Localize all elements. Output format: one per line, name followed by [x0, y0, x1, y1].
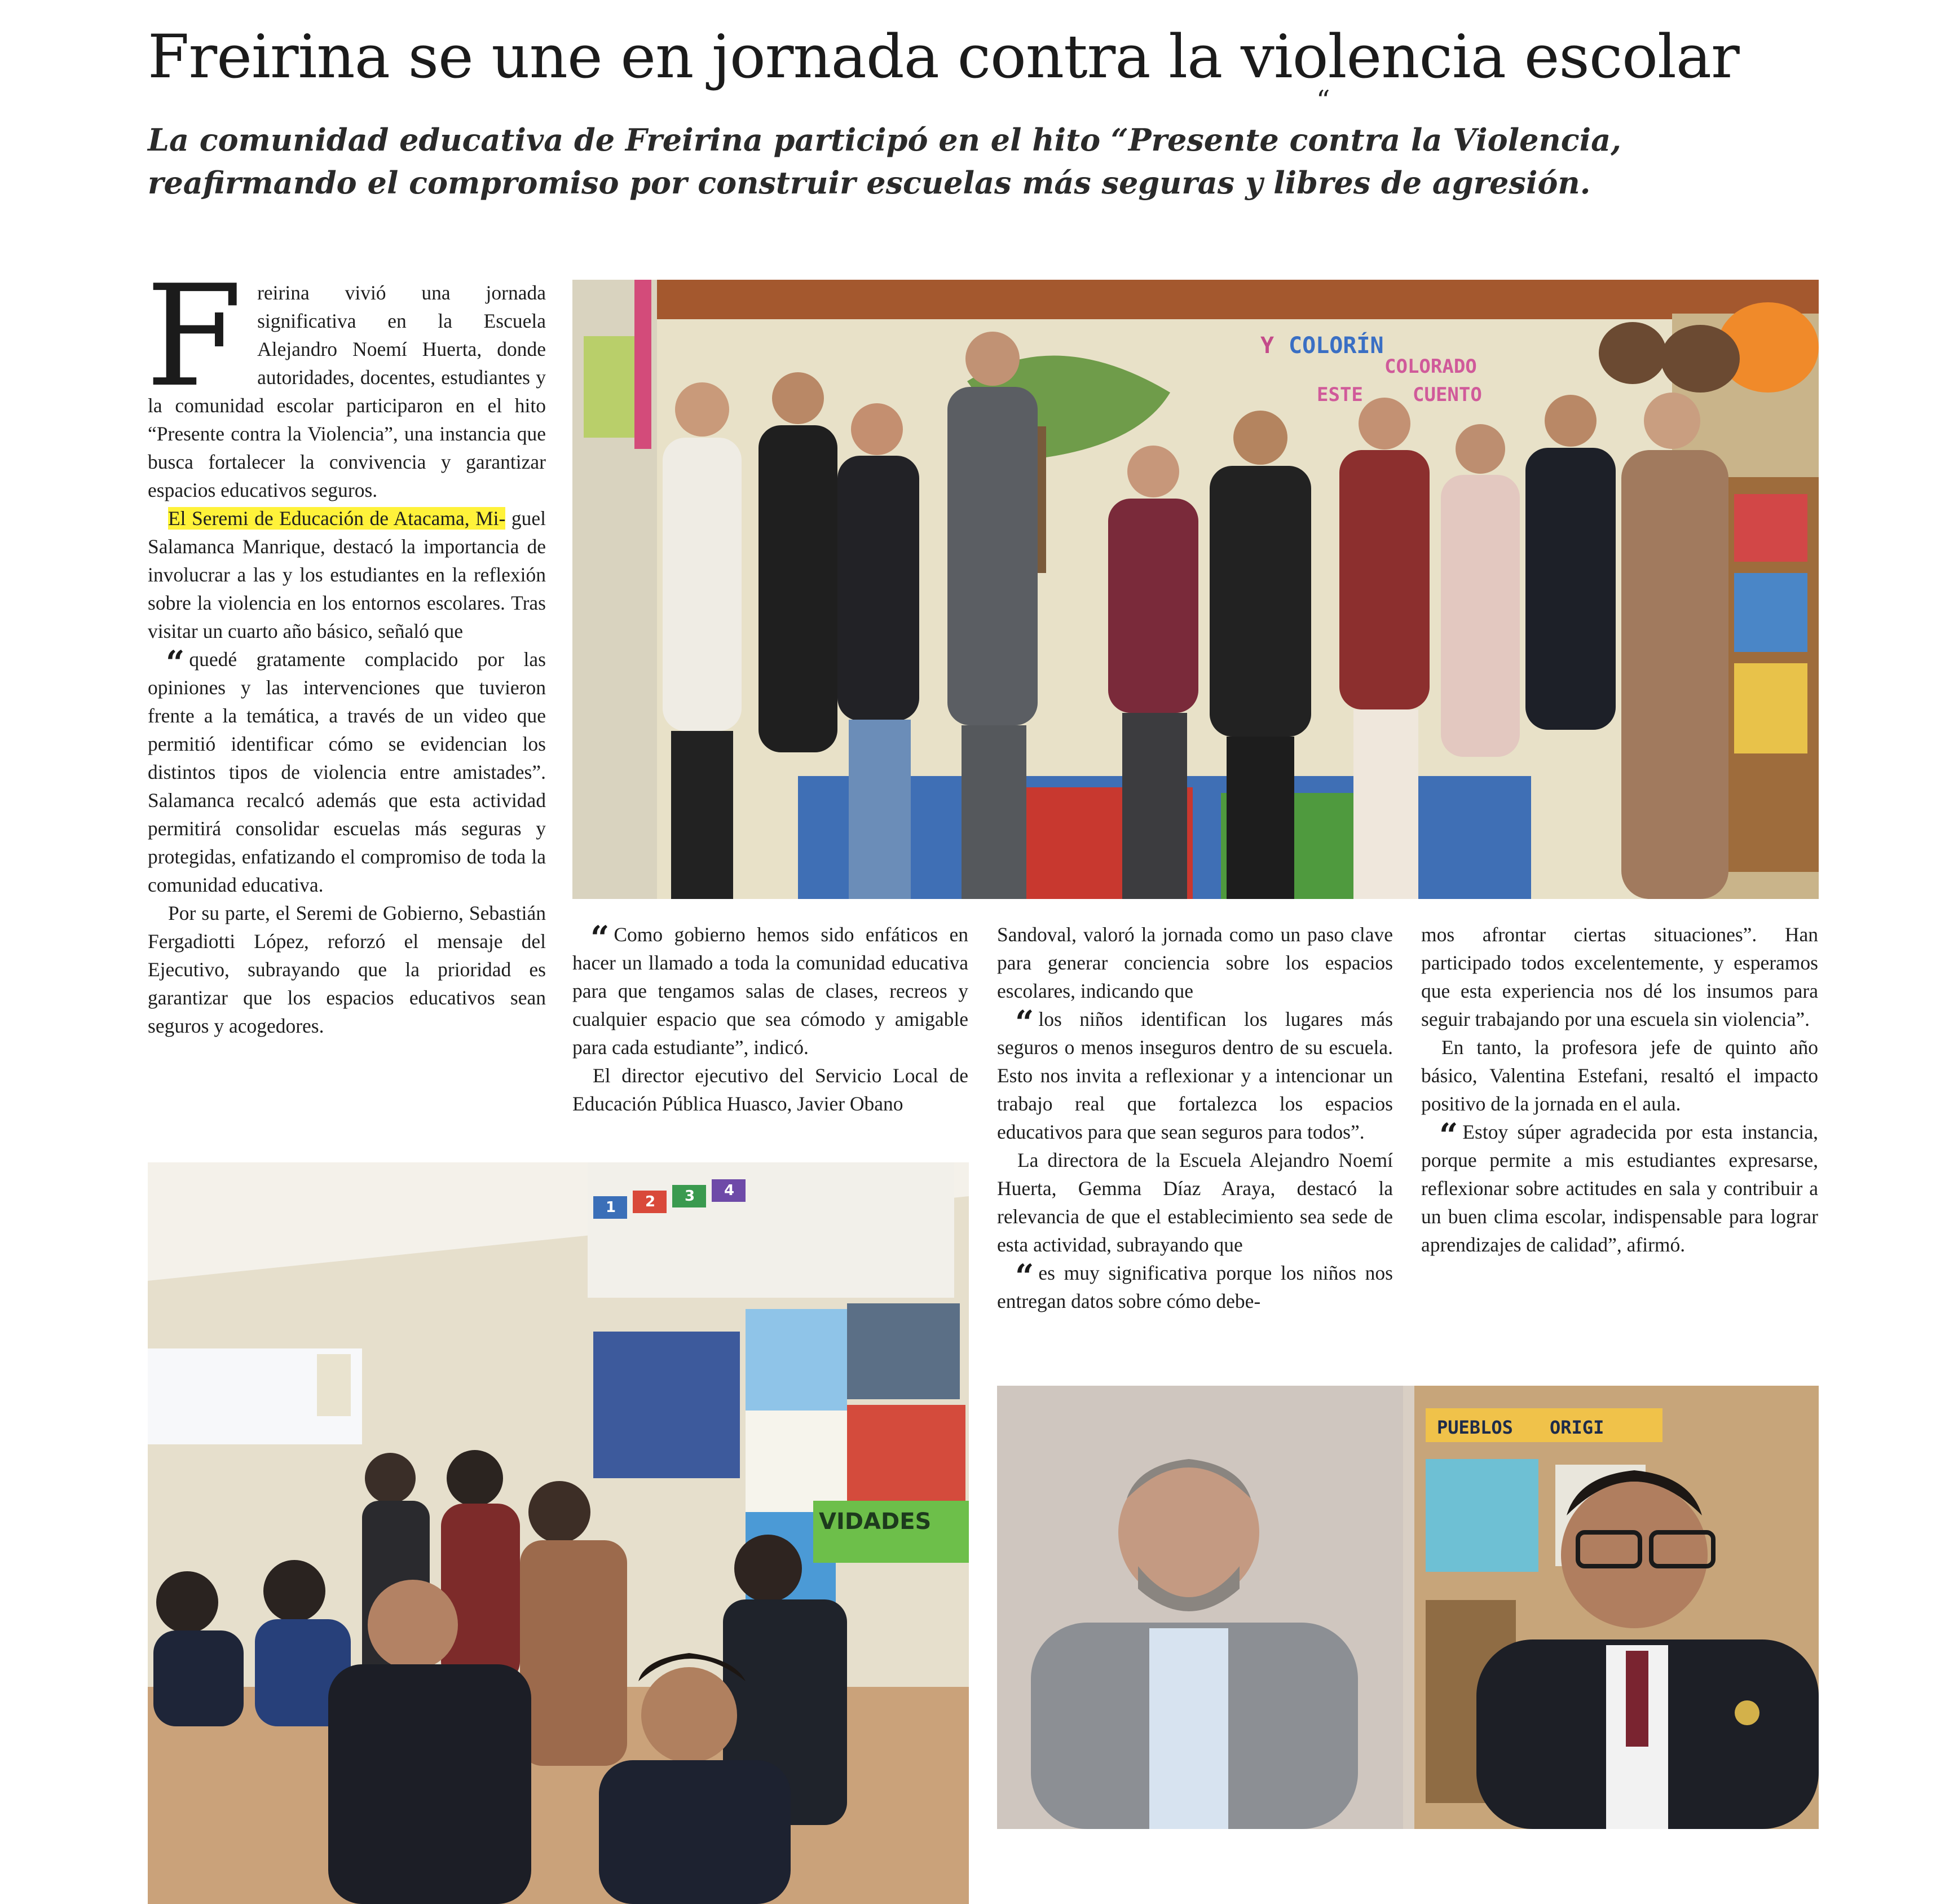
poster-number-2: 2	[645, 1193, 656, 1210]
banner-actividades: VIDADES	[819, 1509, 932, 1535]
sign-colorin: COLORÍN	[1289, 333, 1384, 359]
paragraph-2-text: guel Salamanca Manrique, destacó la importancia de involucrar a las y los estudiantes en la reflexión sobre la violencia en los entornos escolares. Tras visitar un cuarto año básico, señaló que	[148, 507, 546, 642]
highlighted-text: El Seremi de Educación de Atacama, Mi-	[168, 507, 506, 530]
quote-4	[997, 1259, 1393, 1315]
text-column-4	[1421, 920, 1818, 1259]
poster-number-1: 1	[606, 1199, 616, 1216]
dropcap: F	[145, 255, 243, 418]
poster-number-4: 4	[724, 1182, 735, 1199]
subheadline-line-2: reafirmando el compromiso por construir escuelas más seguras y libres de agresión.	[148, 165, 1591, 201]
quote-mark-icon: “	[166, 644, 185, 682]
paragraph-2	[148, 504, 546, 645]
group-photo	[572, 280, 1819, 899]
paragraph-6: La directora de la Escuela Alejandro Noemí Huerta, Gemma Díaz Araya, destacó la relevancia de que el establecimiento sea sede de esta actividad, subrayando que	[997, 1149, 1393, 1256]
paragraph-1-text: reirina vivió una jornada significativa en la Escuela Alejandro Noemí Huerta, donde autoridades, docentes, estudiantes y la comunidad escolar participaron en el hito “Presente contra la Violencia”, una instancia que busca fortalecer la convivencia y garantizar espacios educativos seguros.	[148, 281, 546, 501]
subheadline	[148, 118, 1621, 204]
quote-3	[997, 1005, 1393, 1146]
quote-5	[1421, 1118, 1818, 1259]
paragraph-7: mos afrontar ciertas situaciones”. Han participado todos excelentemente, y esperamos que esta experiencia nos dé los insumos para seguir trabajando por una escuela sin violencia”.	[1421, 923, 1818, 1030]
sign-y: Y	[1260, 333, 1275, 359]
text-column-3	[997, 920, 1393, 1315]
quote-2	[572, 920, 968, 1061]
subheadline-line-1: La comunidad educativa de Freirina participó en el hito “Presente contra la Violencia,	[148, 122, 1621, 158]
shelf-sign-originarios: ORIGI	[1550, 1417, 1604, 1438]
quote-mark-icon: “	[590, 919, 610, 957]
sign-cuento: CUENTO	[1413, 384, 1482, 406]
quote-2-text: Como gobierno hemos sido enfáticos en hacer un llamado a toda la comunidad educativa para que tengamos salas de clases, recreos y cualquier espacio que sea cómodo y amigable para cada estudiante”, indicó.	[572, 923, 968, 1059]
quote-1	[148, 645, 546, 899]
sign-este: ESTE	[1317, 384, 1363, 406]
quote-1-text: quedé gratamente complacido por las opiniones y las intervenciones que tuvieron frente a la temática, a través de un video que permitió identificar cómo se evidencian los distintos tipos de violencia entre amistades”. Salamanca recalcó además que esta actividad permitirá consolidar escuelas más seguras y protegidas, enfatizando el compromiso de toda la comunidad educativa.	[148, 648, 546, 896]
classroom-photo	[148, 1162, 969, 1904]
paragraph-1	[145, 255, 546, 504]
quote-4-text: es muy significativa porque los niños nos entregan datos sobre cómo debe-	[997, 1262, 1393, 1312]
paragraph-4: El director ejecutivo del Servicio Local de Educación Pública Huasco, Javier Obano	[572, 1064, 968, 1115]
poster-number-3: 3	[685, 1188, 695, 1205]
paragraph-8: En tanto, la profesora jefe de quinto año básico, Valentina Estefani, resaltó el impacto positivo de la jornada en el aula.	[1421, 1036, 1818, 1115]
quote-5-text: Estoy súper agradecida por esta instancia, porque permite a mis estudiantes expresarse, reflexionar sobre actitudes en sala y contribuir a un buen clima escolar, indispensable para lograr aprendizajes de calidad”, afirmó.	[1421, 1121, 1818, 1256]
stray-quote-mark: “	[1316, 85, 1330, 116]
quote-mark-icon: “	[1015, 1257, 1034, 1295]
quote-mark-icon: “	[1015, 1003, 1034, 1042]
paragraph-5: Sandoval, valoró la jornada como un paso clave para generar conciencia sobre los espacios escolares, indicando que	[997, 923, 1393, 1002]
text-column-2	[572, 920, 968, 1118]
quote-mark-icon: “	[1439, 1116, 1458, 1154]
officials-photo	[997, 1386, 1819, 1829]
text-column-1	[145, 255, 546, 1040]
shelf-sign-pueblos: PUEBLOS	[1437, 1417, 1513, 1438]
sign-colorado: COLORADO	[1384, 355, 1477, 378]
paragraph-3: Por su parte, el Seremi de Gobierno, Sebastián Fergadiotti López, reforzó el mensaje del Ejecutivo, subrayando que la prioridad es garantizar que los espacios educativos sean seguros y acogedores.	[148, 902, 546, 1037]
quote-3-text: los niños identifican los lugares más seguros o menos inseguros dentro de su escuela. Esto nos invita a reflexionar y a intencionar un trabajo real que fortalezca los espacios educativos para que sean seguros para todos”.	[997, 1008, 1393, 1143]
headline: Freirina se une en jornada contra la violencia escolar	[148, 22, 1739, 91]
